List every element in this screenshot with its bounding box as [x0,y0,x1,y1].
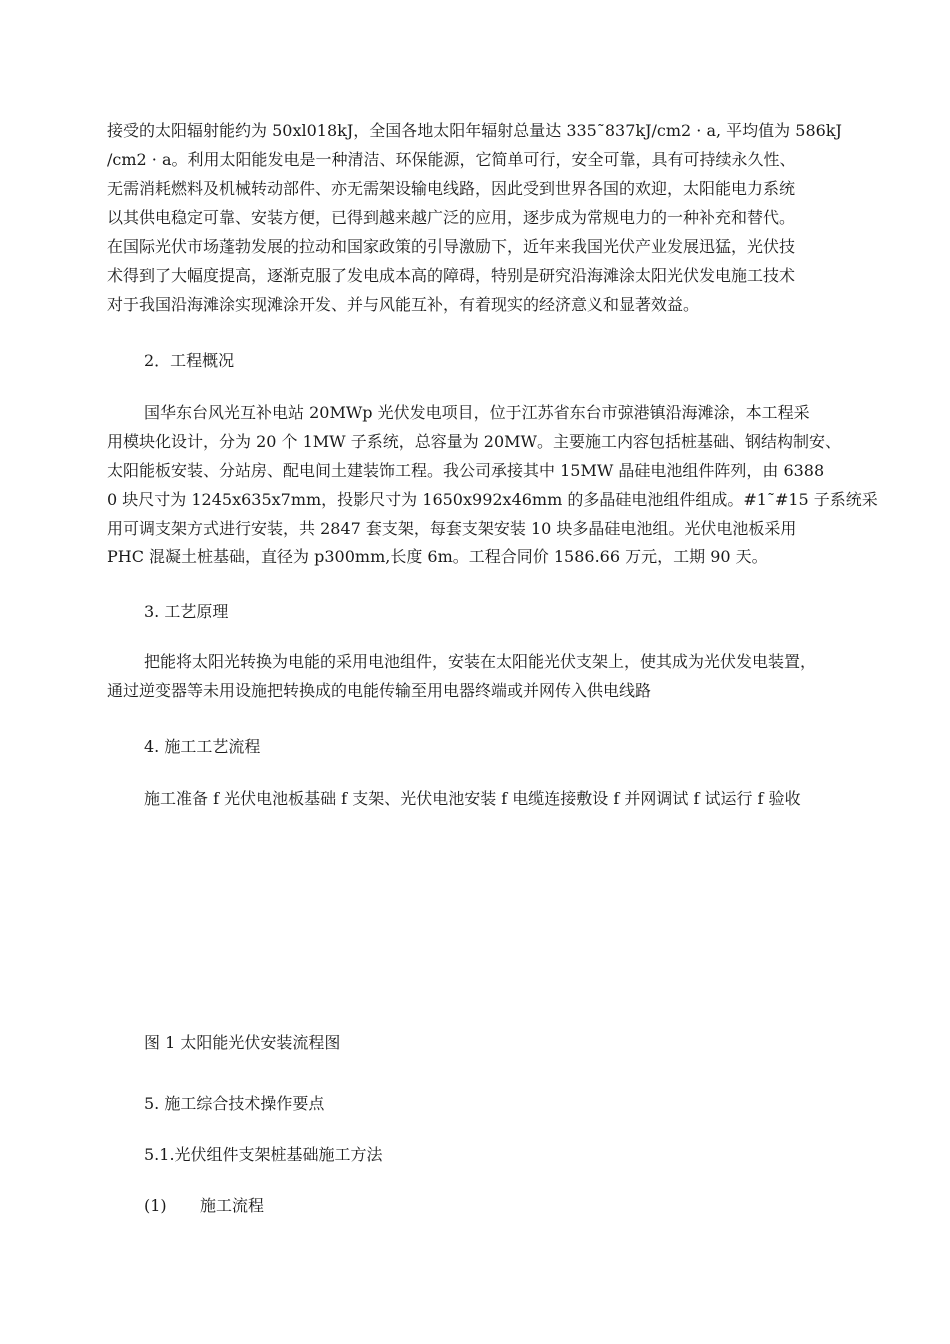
section-5-heading: 5. 施工综合技术操作要点 [144,1094,325,1113]
section-2-line-3: 太阳能板安装、分站房、配电间土建装饰工程。我公司承接其中 15MW 晶硅电池组件阵列，由 6388 [107,461,825,480]
intro-line-1: 接受的太阳辐射能约为 50xl018kJ，全国各地太阳年辐射总量达 335˜837kJ/cm2 · a, 平均值为 586kJ [107,121,842,140]
section-2-line-4: 0 块尺寸为 1245x635x7mm，投影尺寸为 1650x992x46mm 的多晶硅电池组件组成。#1˜#15 子系统采 [107,490,878,509]
section-2-line-5: 用可调支架方式进行安装，共 2847 套支架，每套支架安装 10 块多晶硅电池组。光伏电池板采用 [107,519,797,538]
intro-line-2: /cm2 · a。利用太阳能发电是一种清洁、环保能源，它简单可行，安全可靠，具有可持续永久性、 [107,150,796,169]
construction-flow-text: 施工准备 f 光伏电池板基础 f 支架、光伏电池安装 f 电缆连接敷设 f 并网调试 f 试运行 f 验收 [144,789,801,808]
section-5-1-heading: 5.1.光伏组件支架桩基础施工方法 [144,1145,383,1164]
section-4-heading: 4. 施工工艺流程 [144,737,261,756]
list-item-number: (1) [144,1196,167,1215]
list-item-label: 施工流程 [200,1196,265,1215]
figure-caption: 图 1 太阳能光伏安装流程图 [144,1033,341,1052]
intro-line-5: 在国际光伏市场蓬勃发展的拉动和国家政策的引导激励下，近年来我国光伏产业发展迅猛，光伏技 [107,237,796,256]
section-2-heading: 2．工程概况 [144,351,235,370]
intro-line-7: 对于我国沿海滩涂实现滩涂开发、并与风能互补，有着现实的经济意义和显著效益。 [107,295,700,314]
section-3-line-2: 通过逆变器等未用设施把转换成的电能传输至用电器终端或并网传入供电线路 [107,681,652,700]
intro-line-3: 无需消耗燃料及机械转动部件、亦无需架设输电线路，因此受到世界各国的欢迎，太阳能电力系统 [107,179,796,198]
intro-line-6: 术得到了大幅度提高，逐渐克服了发电成本高的障碍，特别是研究沿海滩涂太阳光伏发电施工技术 [107,266,796,285]
section-2-line-6: PHC 混凝土桩基础，直径为 p300mm,长度 6m。工程合同价 1586.66 万元，工期 90 天。 [107,547,768,566]
section-3-heading: 3. 工艺原理 [144,602,229,621]
intro-line-4: 以其供电稳定可靠、安装方便，已得到越来越广泛的应用，逐步成为常规电力的一种补充和替代。 [107,208,796,227]
list-item [144,1196,264,1216]
section-2-line-1: 国华东台风光互补电站 20MWp 光伏发电项目，位于江苏省东台市弶港镇沿海滩涂，本工程采 [144,403,810,422]
section-3-line-1: 把能将太阳光转换为电能的采用电池组件，安装在太阳能光伏支架上，使其成为光伏发电装置， [144,652,817,671]
section-2-line-2: 用模块化设计，分为 20 个 1MW 子系统，总容量为 20MW。主要施工内容包括桩基础、钢结构制安、 [107,432,841,451]
